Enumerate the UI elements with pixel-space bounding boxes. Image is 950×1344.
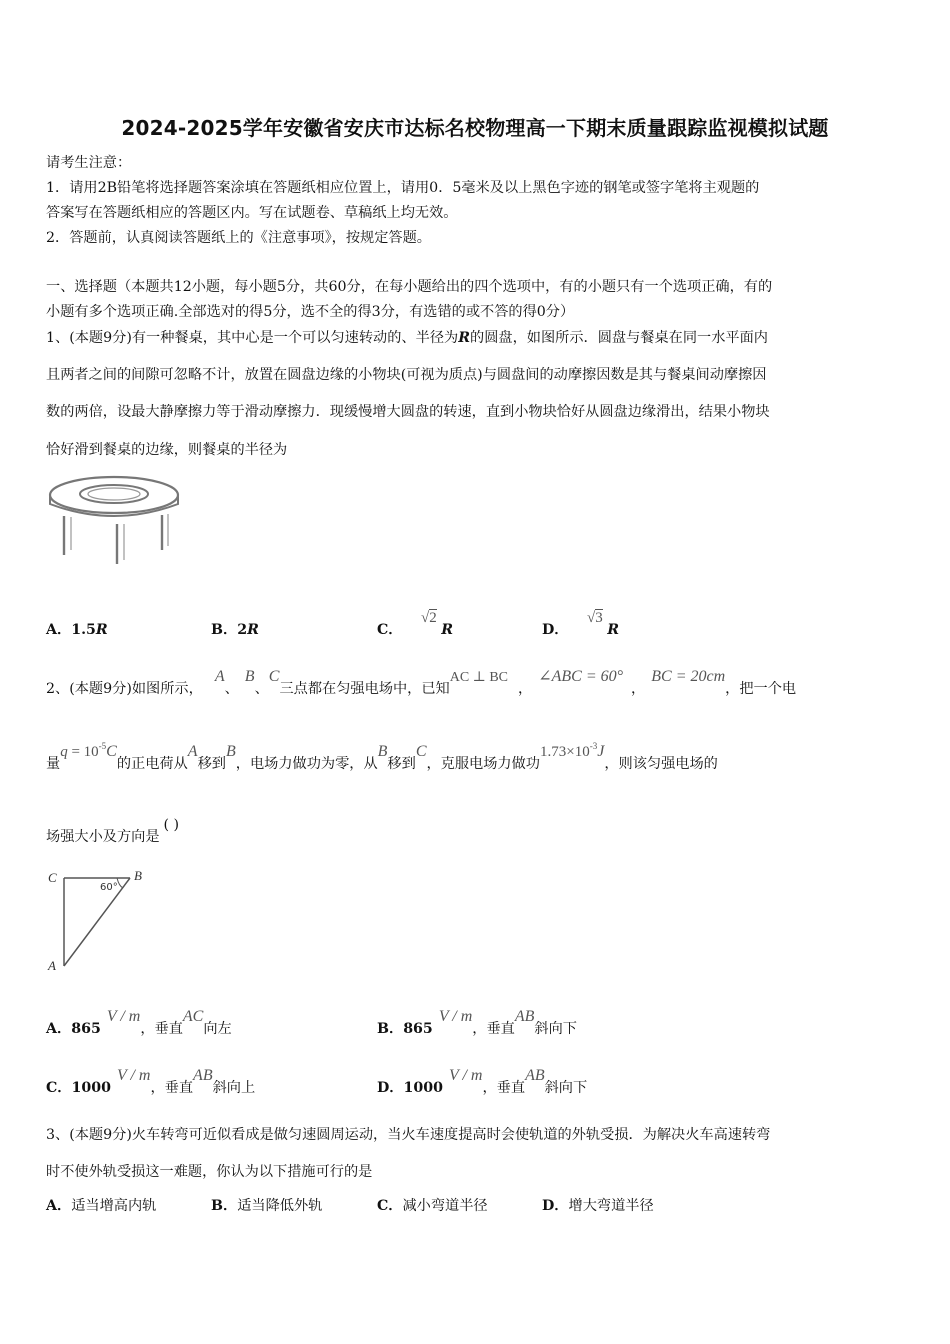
page-title: 2024-2025学年安徽省安庆市达标名校物理高一下期末质量跟踪监视模拟试题 (121, 116, 829, 140)
q2-option-a[interactable]: A．865V / m，垂直AC向左 (46, 1008, 232, 1037)
fig-label-a: A (48, 958, 56, 973)
q2-line-1: 2、(本题9分)如图所示，A、B、C三点都在匀强电场中，已知AC ⊥ BC，∠ABC = 60°，BC = 20cm，把一个电 (46, 668, 797, 697)
q1-option-d[interactable]: D． √3 R (542, 610, 620, 638)
fig-angle-label: 60° (100, 882, 118, 893)
q2-option-c[interactable]: C．1000V / m，垂直AB斜向上 (46, 1067, 256, 1096)
notice-line-1b: 答案写在答题纸相应的答题区内。写在试题卷、草稿纸上均无效。 (46, 205, 458, 221)
q1-line-4: 恰好滑到餐桌的边缘，则餐桌的半径为 (46, 442, 288, 458)
q1-text-a: 1、(本题9分)有一种餐桌，其中心是一个可以匀速转动的、半径为 (46, 330, 459, 346)
q3-option-b[interactable]: B．适当降低外轨 (211, 1198, 323, 1214)
q1-line-3: 数的两倍，设最大静摩擦力等于滑动摩擦力．现缓慢增大圆盘的转速，直到小物块恰好从圆盘边缘滑出，结果小物块 (46, 404, 770, 420)
q3-line-2: 时不使外轨受损这一难题，你认为以下措施可行的是 (46, 1164, 373, 1180)
triangle-figure (44, 866, 154, 976)
q3-line-1: 3、(本题9分)火车转弯可近似看成是做匀速圆周运动，当火车速度提高时会使轨道的外轨受损．为解决火车高速转弯 (46, 1127, 771, 1143)
q2-option-b[interactable]: B．865V / m，垂直AB斜向下 (377, 1008, 577, 1037)
section-line-1: 一、选择题（本题共12小题，每小题5分，共60分，在每小题给出的四个选项中，有的小题只有一个选项正确，有的 (46, 279, 773, 295)
q1-option-c[interactable]: C． √2 R (377, 610, 454, 638)
section-line-2: 小题有多个选项正确.全部选对的得5分，选不全的得3分，有选错的或不答的得0分） (46, 304, 575, 320)
notice-line-1a: 1．请用2B铅笔将选择题答案涂填在答题纸相应位置上，请用0．5毫米及以上黑色字迹的钢笔或签字笔将主观题的 (46, 180, 760, 196)
sqrt-icon: √ (421, 610, 430, 626)
q2-line-3: 场强大小及方向是( ) (46, 817, 180, 845)
table-figure (44, 470, 184, 570)
q1-text-b: 的圆盘，如图所示．圆盘与餐桌在同一水平面内 (470, 330, 768, 346)
q2-line-2: 量$q = 10^{-5}C$的正电荷从A移到B，电场力做功为零，从B移到C，克服电场力做功$1.73\times 10^{-3}J$，则该匀强电场的 (46, 741, 718, 772)
q2-option-d[interactable]: D．1000V / m，垂直AB斜向下 (377, 1067, 588, 1096)
q1-line-2: 且两者之间的间隙可忽略不计，放置在圆盘边缘的小物块(可视为质点)与圆盘间的动摩擦因数是其与餐桌间动摩擦因 (46, 367, 767, 383)
fig-label-b: B (134, 868, 142, 883)
notice-heading: 请考生注意： (46, 155, 132, 171)
q1-option-b[interactable]: B．2R (211, 622, 259, 638)
notice-line-2: 2．答题前，认真阅读答题纸上的《注意事项》，按规定答题。 (46, 230, 431, 246)
q1-radius-symbol: R (458, 330, 470, 346)
sqrt-icon: √ (587, 610, 596, 626)
q1-line-1 (46, 327, 768, 347)
q3-option-a[interactable]: A．适当增高内轨 (46, 1198, 157, 1214)
q3-option-d[interactable]: D．增大弯道半径 (542, 1198, 654, 1214)
fig-label-c: C (48, 870, 57, 885)
q1-option-a[interactable]: A．1.5R (46, 622, 108, 638)
q3-option-c[interactable]: C．减小弯道半径 (377, 1198, 488, 1214)
answer-paren: ( ) (163, 817, 180, 833)
